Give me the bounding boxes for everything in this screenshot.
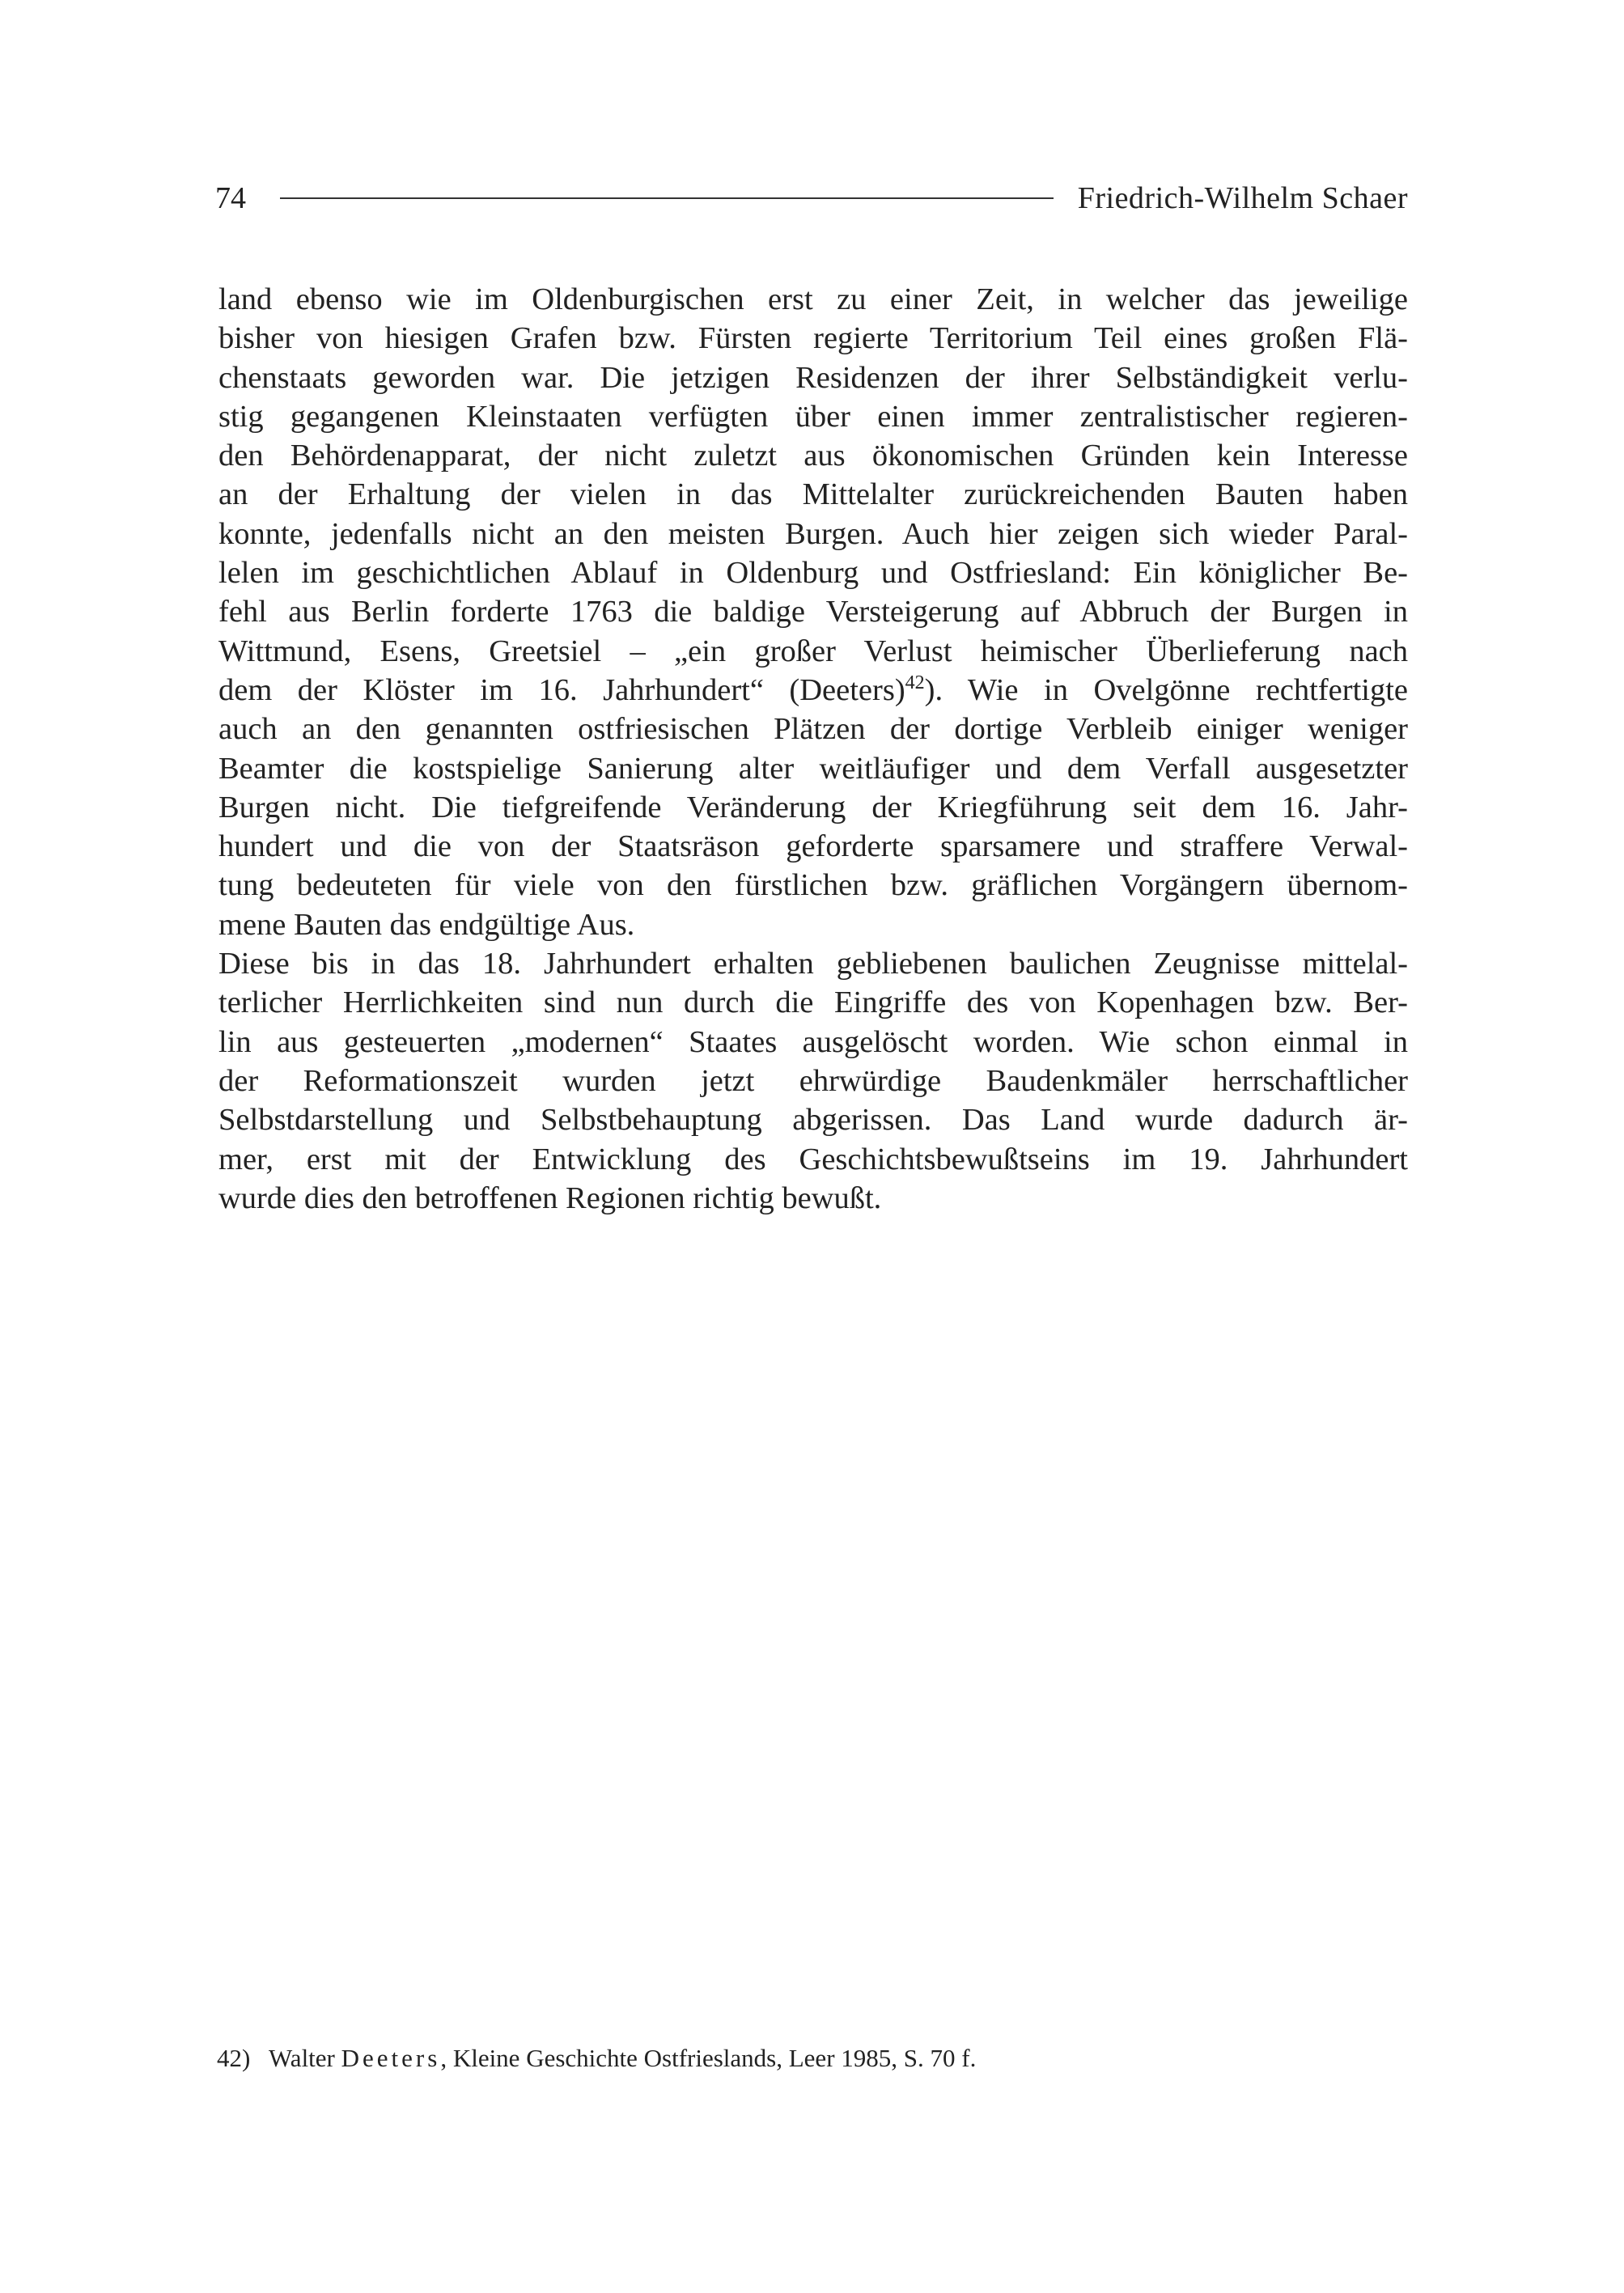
body-line: Burgen nicht. Die tiefgreifende Veränderung der Kriegführung seit dem 16. Jahr-: [218, 790, 1408, 824]
body-line: den Behördenapparat, der nicht zuletzt aus ökonomischen Gründen kein Interesse: [218, 439, 1408, 473]
body-line: lin aus gesteuerten „modernen“ Staates ausgelöscht worden. Wie schon einmal in: [218, 1024, 1408, 1059]
body-line: Diese bis in das 18. Jahrhundert erhalten gebliebenen baulichen Zeugnisse mittelal-: [218, 947, 1408, 981]
page-header: [215, 176, 1408, 220]
body-line: chenstaats geworden war. Die jetzigen Residenzen der ihrer Selbständigkeit verlu-: [218, 360, 1408, 395]
footnote: [217, 2042, 1350, 2075]
body-line: lelen im geschichtlichen Ablauf in Oldenburg und Ostfriesland: Ein königlicher Be-: [218, 556, 1408, 591]
paragraph-end-line: mene Bauten das endgültige Aus.: [218, 907, 635, 942]
body-line: Beamter die kostspielige Sanierung alter weitläufiger und dem Verfall ausgesetzter: [218, 751, 1408, 786]
body-line: land ebenso wie im Oldenburgischen erst zu einer Zeit, in welcher das jeweilige: [218, 282, 1408, 316]
running-head: Friedrich-Wilhelm Schaer: [1077, 181, 1408, 215]
paragraph-end-line: wurde dies den betroffenen Regionen richtig bewußt.: [218, 1180, 882, 1215]
body-line: der Reformationszeit wurden jetzt ehrwürdige Baudenkmäler herrschaftlicher: [218, 1063, 1408, 1098]
body-text: [218, 280, 1408, 1218]
body-line: Wittmund, Esens, Greetsiel – „ein großer Verlust heimischer Überlieferung nach: [218, 634, 1408, 668]
footnote-reference[interactable]: 42: [905, 672, 925, 693]
footnote-text: , Kleine Geschichte Ostfrieslands, Leer 1985, S. 70 f.: [440, 2044, 977, 2072]
body-line-text: ). Wie in Ovelgönne rechtfertigte: [924, 672, 1408, 707]
body-line: auch an den genannten ostfriesischen Plätzen der dortige Verbleib einiger weniger: [218, 712, 1408, 747]
footnote-author-last: Deeters: [341, 2044, 441, 2072]
body-line-with-footnote-ref: [218, 671, 1408, 710]
body-line: bisher von hiesigen Grafen bzw. Fürsten regierte Territorium Teil eines großen Flä-: [218, 321, 1408, 356]
body-line: an der Erhaltung der vielen in das Mittelalter zurückreichenden Bauten haben: [218, 477, 1408, 512]
header-rule: [280, 197, 1054, 199]
footnote-number: 42): [217, 2044, 251, 2072]
body-line: hundert und die von der Staatsräson geforderte sparsamere und straffere Verwal-: [218, 829, 1408, 864]
body-line-text: dem der Klöster im 16. Jahrhundert“ (Deeters): [218, 672, 905, 707]
body-line: stig gegangenen Kleinstaaten verfügten über einen immer zentralistischer regieren-: [218, 399, 1408, 434]
body-line: terlicher Herrlichkeiten sind nun durch die Eingriffe des von Kopenhagen bzw. Ber-: [218, 985, 1408, 1020]
body-line: mer, erst mit der Entwicklung des Geschichtsbewußtseins im 19. Jahrhundert: [218, 1142, 1408, 1176]
page-number: 74: [215, 181, 246, 215]
body-line: konnte, jedenfalls nicht an den meisten Burgen. Auch hier zeigen sich wieder Paral-: [218, 516, 1408, 551]
footnote-author-first: Walter: [269, 2044, 335, 2072]
body-line: Selbstdarstellung und Selbstbehauptung abgerissen. Das Land wurde dadurch är-: [218, 1103, 1408, 1138]
body-line: tung bedeuteten für viele von den fürstlichen bzw. gräflichen Vorgängern übernom-: [218, 868, 1408, 903]
body-line: fehl aus Berlin forderte 1763 die baldige Versteigerung auf Abbruch der Burgen in: [218, 595, 1408, 629]
